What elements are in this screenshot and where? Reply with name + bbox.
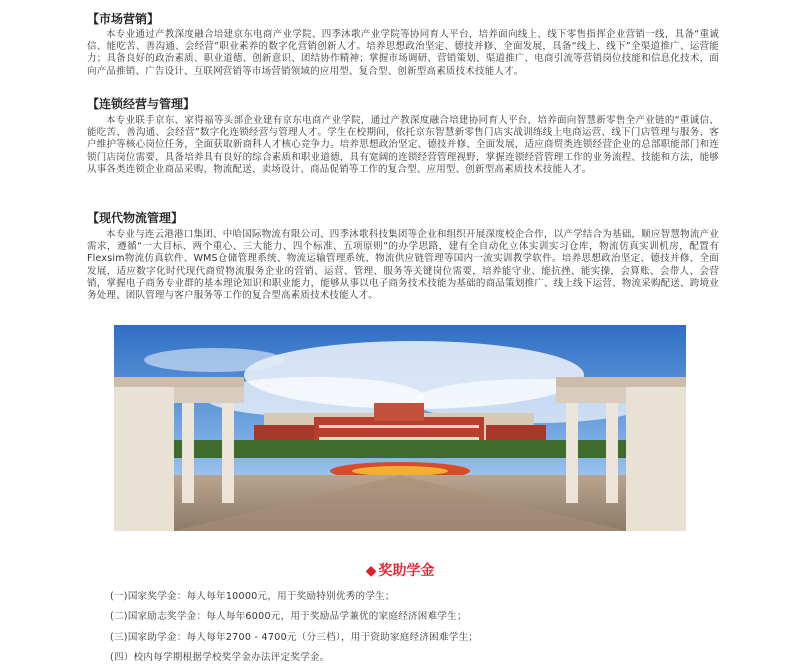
scholarship-item-4: (四）校内每学期根据学校奖学金办法评定奖学金。 [110,652,330,663]
campus-photo [114,325,686,531]
section-title-marketing: 【市场营销】 [87,12,160,26]
scholarship-heading [0,562,800,580]
section-title-logistics: 【现代物流管理】 [87,211,184,225]
section-text-logistics: 本专业与连云港港口集团、中哈国际物流有限公司、四季沐歌科技集团等企业和组织开展深度校企合作，以产学结合为基础，顺应智慧物流产业需求，遵循“一大目标、两个重心、三大能力、四个标准、五项原则”的办学思路，建有全自动化立体实训实习仓库，物流仿真实训机房，配置有Flexsim物流仿真软件、WMS仓储管理系统、物流运输管理系统、物流供应链管理等国内一流实训教学软件。培养思想政治坚定、德技并修、全面发展，适应数字化时代现代商贸物流服务企业的营销、运营、管理、服务等关键岗位需要，培养能守业、能抗挫、能实操，会算账、会带人、会营销，掌握电子商务专业群的基本理论知识和职业能力，能够从事以电子商务技术技能为基础的商品策划推广、线上线下运营、物流采购配送、跨境业务处理、团队管理与客户服务等工作的复合型高素质技术技能人才。 [87,229,719,302]
scholarship-heading-text: 奖助学金 [378,563,435,579]
scholarship-item-1: (一)国家奖学金：每人每年10000元，用于奖励特别优秀的学生； [110,591,395,602]
diamond-icon: ◆ [365,563,377,579]
scholarship-item-2: (二)国家励志奖学金：每人每年6000元，用于奖励品学兼优的家庭经济困难学生； [110,611,467,622]
scholarship-item-3: (三)国家助学金：每人每年2700 - 4700元（分三档），用于资助家庭经济困难学生； [110,632,479,643]
section-text-marketing: 本专业通过产教深度融合培建京东电商产业学院、四季沐歌产业学院等协同育人平台，培养面向线上、线下零售指挥企业营销一线，具备“重诚信、能吃苦、善沟通、会经营”职业素养的数字化营销创新人才。培养思想政治坚定、德技并修、全面发展，具备“线上、线下”全渠道推广、运营能力；具备良好的政治素质、职业道德、创新意识、团结协作精神；掌握市场调研、营销策划、渠道推广、电商引流等营销岗位技能和信息化技术，面向产品推销、广告设计、互联网营销等市场营销领域的应用型、复合型、创新型高素质技术技能人才。 [87,29,719,77]
section-title-chain-management: 【连锁经营与管理】 [87,97,196,111]
section-text-chain-management: 本专业联手京东、家得福等头部企业建有京东电商产业学院，通过产教深度融合培建协同育人平台，培养面向智慧新零售全产业链的“重诚信、能吃苦、善沟通、会经营”数字化连锁经营与管理人才。学生在校期间，依托京东智慧新零售门店实战训练线上电商运营、线下门店管理与服务、客户维护等核心岗位任务，全面获取新商科人才核心竞争力。培养思想政治坚定、德技并修、全面发展，适应商贸类连锁经营企业的总部职能部门和连锁门店岗位需要，具备培养具有良好的综合素质和职业道德，具有宽阔的连锁经营管理视野，掌握连锁经营管理工作的业务流程、技能和方法，能够从事各类连锁企业商品采购、物流配送、卖场设计、商品促销等工作的复合型、应用型、创新型高素质技术技能人才。 [87,115,719,175]
